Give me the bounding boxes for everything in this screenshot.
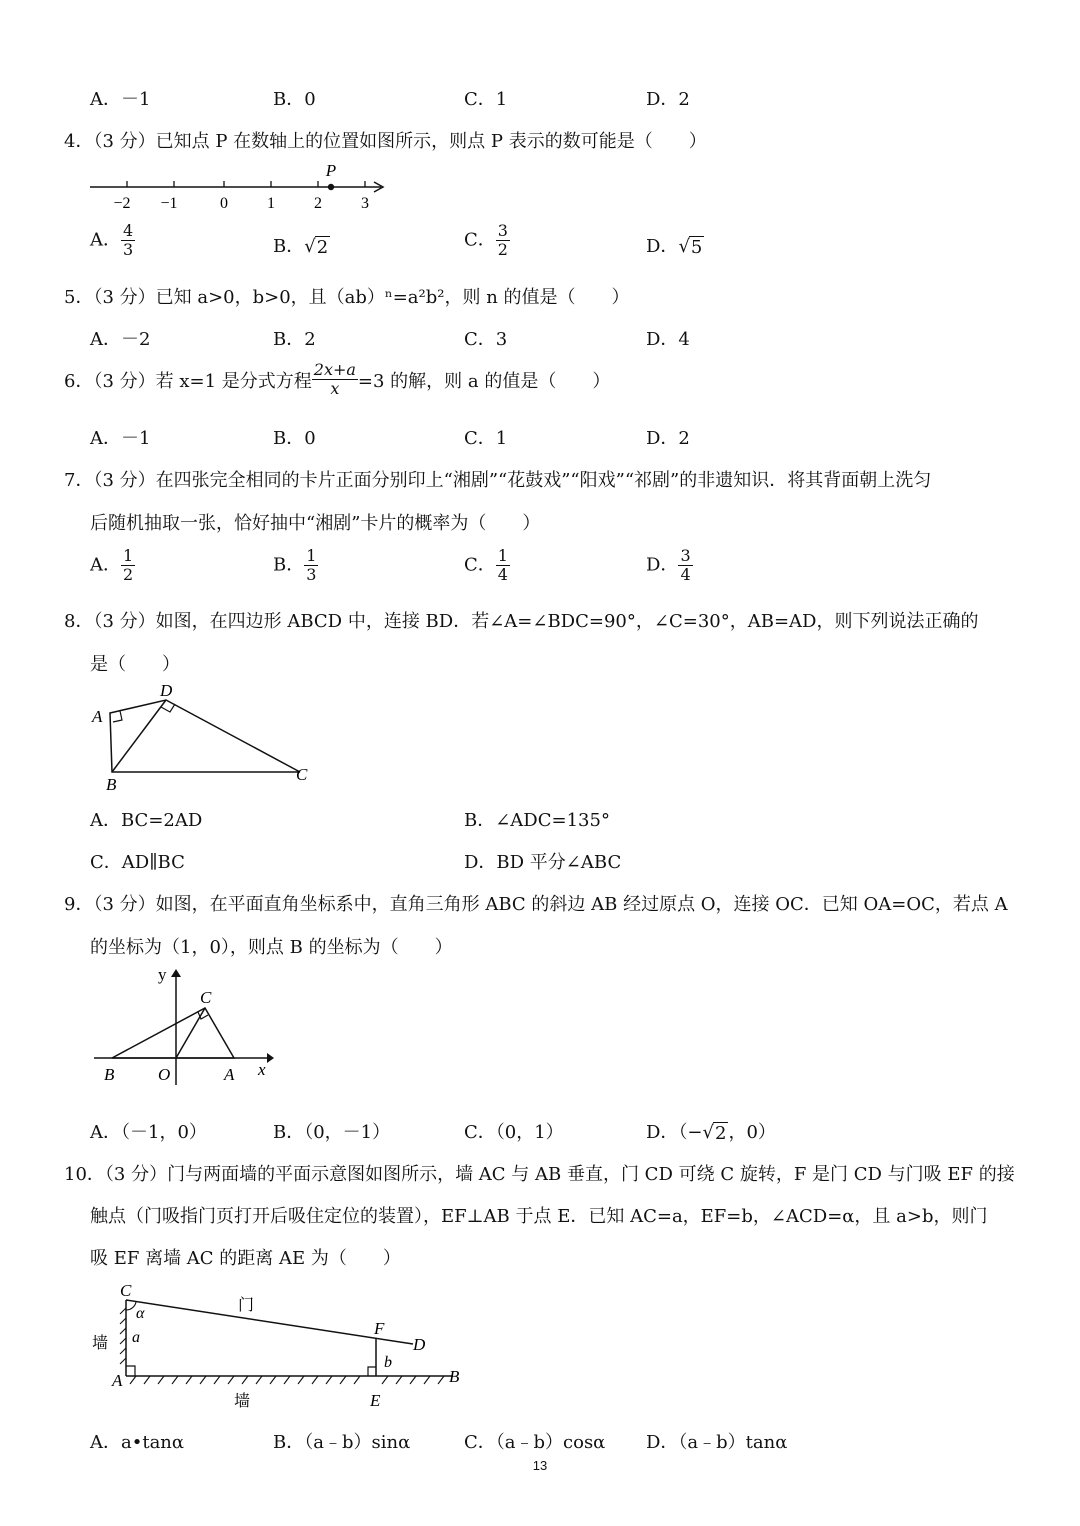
q8-option-b: B．∠ADC=135° <box>464 810 610 831</box>
q3-option-c: C．1 <box>464 89 508 110</box>
label-x: x <box>258 1060 266 1079</box>
y-axis-arrow <box>171 969 181 977</box>
q4-option-c: C． $\frac{3}{2}$ <box>464 221 508 259</box>
label-e: E <box>370 1391 381 1410</box>
label-c: C <box>296 765 308 784</box>
label-a: A <box>92 707 103 726</box>
q8-stem-line1: 8．（3 分）如图，在四边形 ABCD 中，连接 BD．若∠A=∠BDC=90°，∠C=30°，AB=AD，则下列说法正确的 <box>64 611 979 632</box>
q5-option-a: A．－2 <box>90 329 151 350</box>
q4-number-line-figure <box>88 160 388 212</box>
q8-option-a: A．BC=2AD <box>90 810 203 831</box>
label-c: C <box>200 988 212 1007</box>
q8-quadrilateral-figure <box>86 680 326 795</box>
q4-option-b: B． √ 2 <box>273 236 329 258</box>
point-p-label: P <box>325 161 337 180</box>
q10-stem-line3: 吸 EF 离墙 AC 的距离 AE 为（ ） <box>90 1248 401 1269</box>
q8-option-c: C．AD∥BC <box>90 852 185 873</box>
q5-stem: 5．（3 分）已知 a>0，b>0，且（ab）ⁿ=a²b²，则 n 的值是（ ） <box>64 287 630 308</box>
label-c: C <box>120 1281 132 1300</box>
label-f: F <box>374 1319 385 1338</box>
tick-label: −2 <box>113 195 131 212</box>
label-b: B <box>104 1065 115 1084</box>
label-d: D <box>160 681 173 700</box>
label-b-length: b <box>384 1354 392 1371</box>
label-wall-left: 墙 <box>92 1335 109 1352</box>
q9-stem-line1: 9．（3 分）如图，在平面直角坐标系中，直角三角形 ABC 的斜边 AB 经过原点 O，连接 OC．已知 OA=OC，若点 A <box>64 894 1008 915</box>
q10-option-d: D．（a﹣b）tanα <box>646 1432 788 1453</box>
q6-stem: 6．（3 分）若 x=1 是分式方程 $\frac{2x+a}{x}$ =3 的解，则 a 的值是（ ） <box>64 360 611 398</box>
label-a-length: a <box>132 1329 140 1346</box>
label-alpha: α <box>136 1305 145 1322</box>
q3-option-a: A．－1 <box>90 89 151 110</box>
q5-option-c: C．3 <box>464 329 508 350</box>
label-d: D <box>413 1335 426 1354</box>
q3-option-d: D．2 <box>646 89 690 110</box>
x-axis-arrow <box>267 1053 274 1063</box>
q6-option-d: D．2 <box>646 428 690 449</box>
tick-label: −1 <box>160 195 178 212</box>
q7-stem-line2: 后随机抽取一张，恰好抽中“湘剧”卡片的概率为（ ） <box>90 513 541 534</box>
tick-label: 2 <box>314 195 322 212</box>
right-angle-mark-e <box>368 1367 376 1376</box>
q5-option-b: B．2 <box>273 329 316 350</box>
tick-label: 3 <box>361 195 369 212</box>
label-wall-bottom: 墙 <box>234 1393 251 1410</box>
q8-option-d: D．BD 平分∠ABC <box>464 852 622 873</box>
right-angle-mark-a <box>126 1366 135 1376</box>
q4-option-a: A． $\frac{4}{3}$ <box>90 221 134 259</box>
label-y: y <box>158 965 167 984</box>
tick-label: 1 <box>267 195 275 212</box>
tick-label: 0 <box>220 195 228 212</box>
q10-stem-line1: 10．（3 分）门与两面墙的平面示意图如图所示，墙 AC 与 AB 垂直，门 CD 可绕 C 旋转，F 是门 CD 与门吸 EF 的接 <box>64 1164 1015 1185</box>
q9-option-a: A．（－1，0） <box>90 1122 207 1143</box>
q9-option-c: C．（0，1） <box>464 1122 564 1143</box>
q3-option-b: B．0 <box>273 89 316 110</box>
label-b: B <box>449 1367 460 1386</box>
q7-option-d: D． $\frac{3}{4}$ <box>646 546 691 584</box>
q4-stem: 4．（3 分）已知点 P 在数轴上的位置如图所示，则点 P 表示的数可能是（ ） <box>64 131 707 152</box>
label-door: 门 <box>238 1297 255 1314</box>
q6-option-a: A．－1 <box>90 428 151 449</box>
right-angle-mark-d <box>161 704 175 712</box>
q9-option-d: D．（− √ 2 ，0） <box>646 1122 776 1144</box>
page-number: 13 <box>532 1458 548 1473</box>
point-p-dot <box>328 184 334 190</box>
label-o: O <box>158 1065 171 1084</box>
q7-option-a: A． $\frac{1}{2}$ <box>90 546 134 584</box>
q9-stem-line2: 的坐标为（1，0），则点 B 的坐标为（ ） <box>90 937 453 958</box>
q8-stem-line2: 是（ ） <box>90 654 180 675</box>
q7-stem-line1: 7．（3 分）在四张完全相同的卡片正面分别印上“湘剧”“花鼓戏”“阳戏”“祁剧”的非遗知识．将其背面朝上洗匀 <box>64 470 932 491</box>
q5-option-d: D．4 <box>646 329 690 350</box>
q6-option-c: C．1 <box>464 428 508 449</box>
q10-option-c: C．（a﹣b）cosα <box>464 1432 606 1453</box>
q9-coordinate-figure <box>92 965 277 1090</box>
q9-option-b: B．（0，－1） <box>273 1122 391 1143</box>
label-a: A <box>112 1371 123 1390</box>
q10-option-a: A．a•tanα <box>90 1432 185 1453</box>
q10-door-figure <box>88 1278 473 1413</box>
q6-option-b: B．0 <box>273 428 316 449</box>
q7-option-b: B． $\frac{1}{3}$ <box>273 546 317 584</box>
q10-stem-line2: 触点（门吸指门页打开后吸住定位的装置），EF⊥AB 于点 E．已知 AC=a，EF=b，∠ACD=α，且 a>b，则门 <box>90 1206 988 1227</box>
label-a: A <box>224 1065 235 1084</box>
angle-alpha-arc <box>126 1302 136 1310</box>
q10-option-b: B．（a﹣b）sinα <box>273 1432 411 1453</box>
q7-option-c: C． $\frac{1}{4}$ <box>464 546 508 584</box>
door-cd <box>126 1300 413 1344</box>
label-b: B <box>106 775 117 794</box>
q4-option-d: D． √ 5 <box>646 236 703 258</box>
